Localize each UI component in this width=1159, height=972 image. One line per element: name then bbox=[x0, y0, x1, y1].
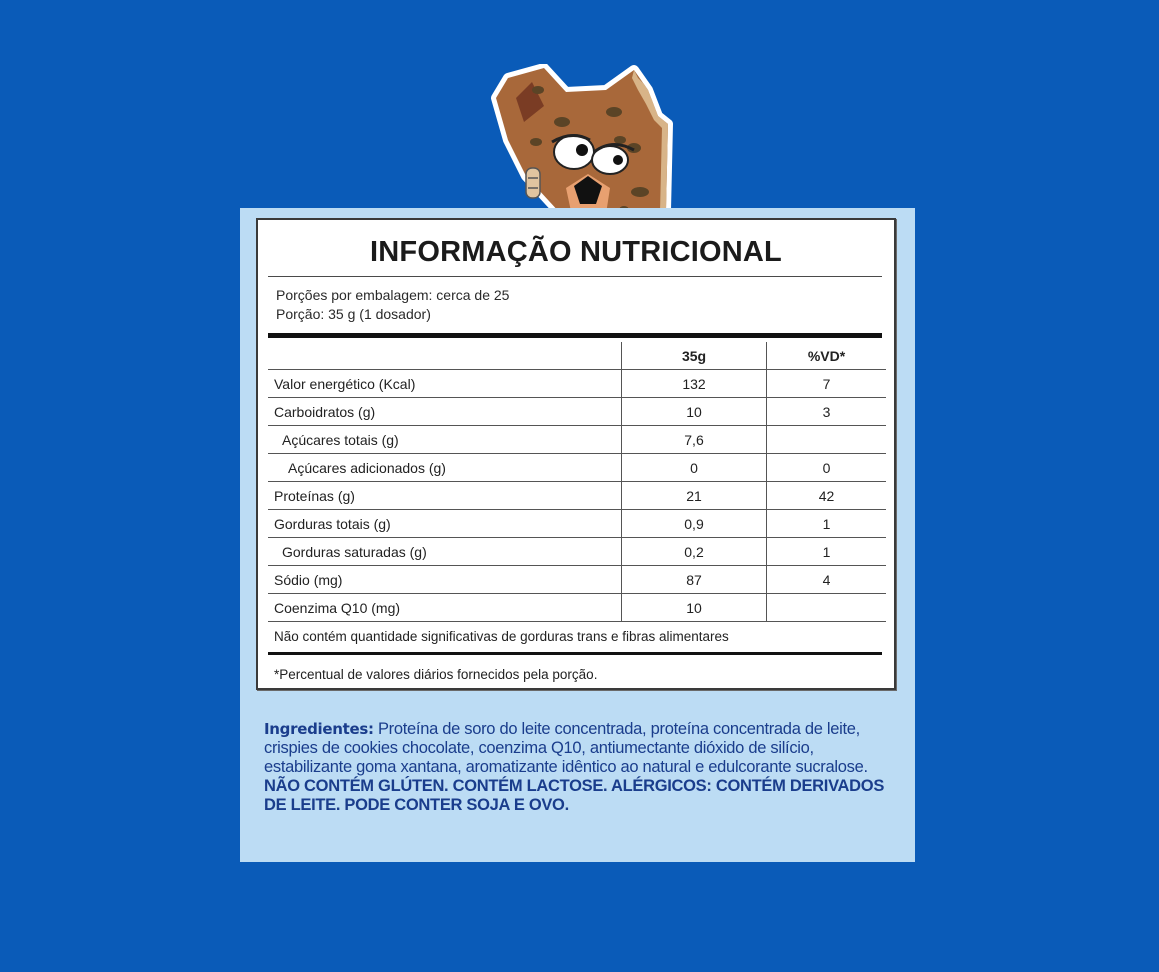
nutrient-name: Coenzima Q10 (mg) bbox=[268, 594, 622, 622]
nutrient-name: Gorduras saturadas (g) bbox=[268, 538, 622, 566]
nutrient-amount: 0,2 bbox=[622, 538, 767, 566]
nutrition-title: INFORMAÇÃO NUTRICIONAL bbox=[370, 236, 782, 268]
nutrient-amount: 10 bbox=[622, 594, 767, 622]
allergen-warnings: NÃO CONTÉM GLÚTEN. CONTÉM LACTOSE. ALÉRGICOS: CONTÉM DERIVADOS DE LEITE. PODE CONTER SOJA E OVO. bbox=[264, 777, 885, 814]
nutrient-dv bbox=[767, 594, 887, 622]
header-nutrient bbox=[268, 342, 622, 370]
product-label-panel bbox=[240, 208, 915, 862]
nutrient-name: Valor energético (Kcal) bbox=[268, 370, 622, 398]
nutrient-dv: 42 bbox=[767, 482, 887, 510]
serving-size: Porção: 35 g (1 dosador) bbox=[276, 306, 431, 322]
table-row bbox=[268, 566, 886, 594]
footnote-divider bbox=[268, 652, 882, 655]
ingredients-block bbox=[264, 720, 904, 815]
nutrient-amount: 0,9 bbox=[622, 510, 767, 538]
table-row bbox=[268, 454, 886, 482]
trans-fat-note: Não contém quantidade significativas de gorduras trans e fibras alimentares bbox=[274, 629, 729, 644]
nutrient-amount: 87 bbox=[622, 566, 767, 594]
nutrient-dv: 7 bbox=[767, 370, 887, 398]
header-amount: 35g bbox=[622, 342, 767, 370]
table-row bbox=[268, 482, 886, 510]
nutrient-dv: 1 bbox=[767, 510, 887, 538]
nutrient-dv: 0 bbox=[767, 454, 887, 482]
header-dv: %VD* bbox=[767, 342, 887, 370]
table-row bbox=[268, 510, 886, 538]
table-row bbox=[268, 398, 886, 426]
nutrient-dv: 1 bbox=[767, 538, 887, 566]
table-row bbox=[268, 594, 886, 622]
table-header-row bbox=[268, 342, 886, 370]
nutrient-amount: 10 bbox=[622, 398, 767, 426]
nutrient-amount: 132 bbox=[622, 370, 767, 398]
ingredients-text: Proteína de soro do leite concentrada, proteína concentrada de leite, crispies de cookies chocolate, coenzima Q10, antiumectante dióxido de silício, estabilizante goma xantana, aromatizante idêntico ao natural e edulcorante sucralose. bbox=[264, 720, 868, 776]
daily-value-footnote: *Percentual de valores diários fornecidos pela porção. bbox=[274, 667, 598, 682]
nutrient-name: Açúcares adicionados (g) bbox=[268, 454, 622, 482]
ingredients-label: Ingredientes: bbox=[264, 720, 374, 738]
title-divider bbox=[268, 276, 882, 277]
servings-per-package: Porções por embalagem: cerca de 25 bbox=[276, 287, 510, 303]
nutrient-dv: 4 bbox=[767, 566, 887, 594]
nutrient-name: Gorduras totais (g) bbox=[268, 510, 622, 538]
thick-divider bbox=[268, 333, 882, 338]
nutrient-dv: 3 bbox=[767, 398, 887, 426]
table-row bbox=[268, 538, 886, 566]
serving-info bbox=[276, 286, 509, 324]
nutrient-amount: 0 bbox=[622, 454, 767, 482]
table-row bbox=[268, 426, 886, 454]
nutrient-name: Proteínas (g) bbox=[268, 482, 622, 510]
nutrient-name: Sódio (mg) bbox=[268, 566, 622, 594]
nutrient-dv bbox=[767, 426, 887, 454]
nutrient-name: Carboidratos (g) bbox=[268, 398, 622, 426]
table-row bbox=[268, 370, 886, 398]
nutrition-table bbox=[268, 342, 886, 622]
nutrient-name: Açúcares totais (g) bbox=[268, 426, 622, 454]
nutrient-amount: 21 bbox=[622, 482, 767, 510]
nutrition-facts-box bbox=[256, 218, 896, 690]
nutrient-amount: 7,6 bbox=[622, 426, 767, 454]
